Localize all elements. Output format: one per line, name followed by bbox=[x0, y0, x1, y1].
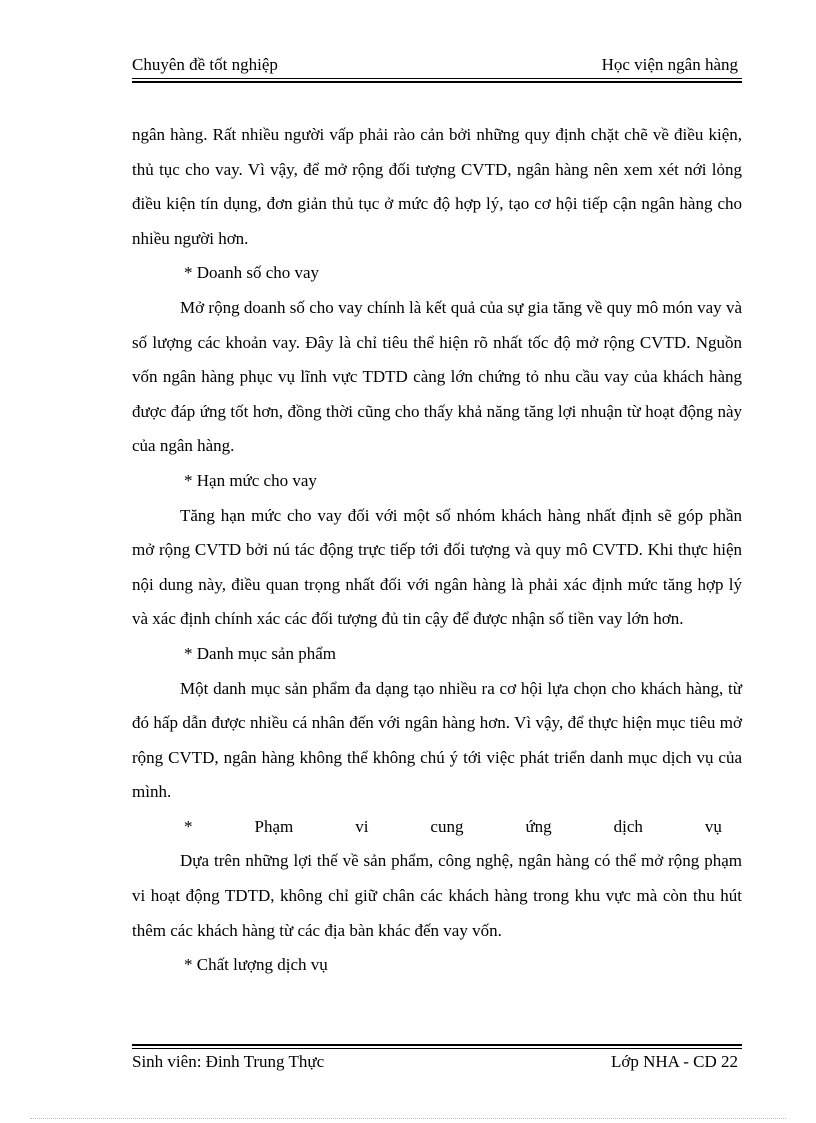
header-title-right: Học viện ngân hàng bbox=[601, 55, 738, 74]
header-title-left: Chuyên đề tốt nghiệp bbox=[132, 55, 278, 74]
heading-danh-muc: * Danh mục sản phẩm bbox=[184, 643, 337, 663]
header-rule bbox=[132, 78, 742, 83]
footer-student: Sinh viên: Đinh Trung Thực bbox=[132, 1052, 325, 1071]
heading-word: vi bbox=[355, 816, 369, 836]
heading-pham-vi bbox=[132, 810, 742, 845]
document-body bbox=[132, 118, 742, 983]
heading-chat-luong: * Chất lượng dịch vụ bbox=[184, 955, 328, 975]
heading-word: vụ bbox=[704, 816, 722, 836]
paragraph-4: Một danh mục sản phẩm đa dạng tạo nhiều ra cơ hội lựa chọn cho khách hàng, từ đó hấp dẫn được nhiều cá nhân đến với ngân hàng hơn. Vì vậy, để thực hiện mục tiêu mở rộng CVTD, ngân hàng không thể không chú ý tới việc phát triển danh mục dịch vụ của mình. bbox=[132, 678, 742, 802]
heading-word: * bbox=[184, 816, 193, 836]
page-header bbox=[132, 52, 738, 78]
footer-class: Lớp NHA - CD 22 bbox=[610, 1052, 738, 1071]
heading-han-muc: * Hạn mức cho vay bbox=[184, 470, 317, 490]
heading-word: ứng bbox=[525, 816, 552, 836]
paragraph-3: Tăng hạn mức cho vay đối với một số nhóm khách hàng nhất định sẽ góp phần mở rộng CVTD bởi nú tác động trực tiếp tới đối tượng và quy mô CVTD. Khi thực hiện nội dung này, điều quan trọng nhất đối với ngân hàng là phải xác định mức tăng hợp lý và xác định chính xác các đối tượng đủ tin cậy để được nhận số tiền vay lớn hơn. bbox=[132, 505, 742, 629]
heading-word: dịch bbox=[613, 816, 643, 836]
heading-word: cung bbox=[430, 816, 464, 836]
paragraph-2: Mở rộng doanh số cho vay chính là kết quả của sự gia tăng về quy mô món vay và số lượng các khoản vay. Đây là chỉ tiêu thể hiện rõ nhất tốc độ mở rộng CVTD. Nguồn vốn ngân hàng phục vụ lĩnh vực TDTD càng lớn chứng tỏ nhu cầu vay của khách hàng được đáp ứng tốt hơn, đồng thời cũng cho thấy khả năng tăng lợi nhuận từ hoạt động này của ngân hàng. bbox=[132, 297, 742, 456]
page-edge-dotted-line bbox=[30, 1118, 786, 1119]
page-footer bbox=[132, 1049, 738, 1075]
heading-word: Phạm bbox=[254, 816, 294, 836]
heading-doanh-so: * Doanh số cho vay bbox=[184, 263, 320, 283]
paragraph-5: Dựa trên những lợi thế về sản phẩm, công nghệ, ngân hàng có thể mở rộng phạm vi hoạt động TDTD, không chỉ giữ chân các khách hàng trong khu vực mà còn thu hút thêm các khách hàng từ các địa bàn khác đến vay vốn. bbox=[132, 851, 742, 940]
paragraph-1: ngân hàng. Rất nhiều người vấp phải rào cản bởi những quy định chặt chẽ về điều kiện, thủ tục cho vay. Vì vậy, để mở rộng đối tượng CVTD, ngân hàng nên xem xét nới lỏng điều kiện tín dụng, đơn giản thủ tục ở mức độ hợp lý, tạo cơ hội tiếp cận ngân hàng cho nhiều người hơn. bbox=[132, 125, 742, 248]
